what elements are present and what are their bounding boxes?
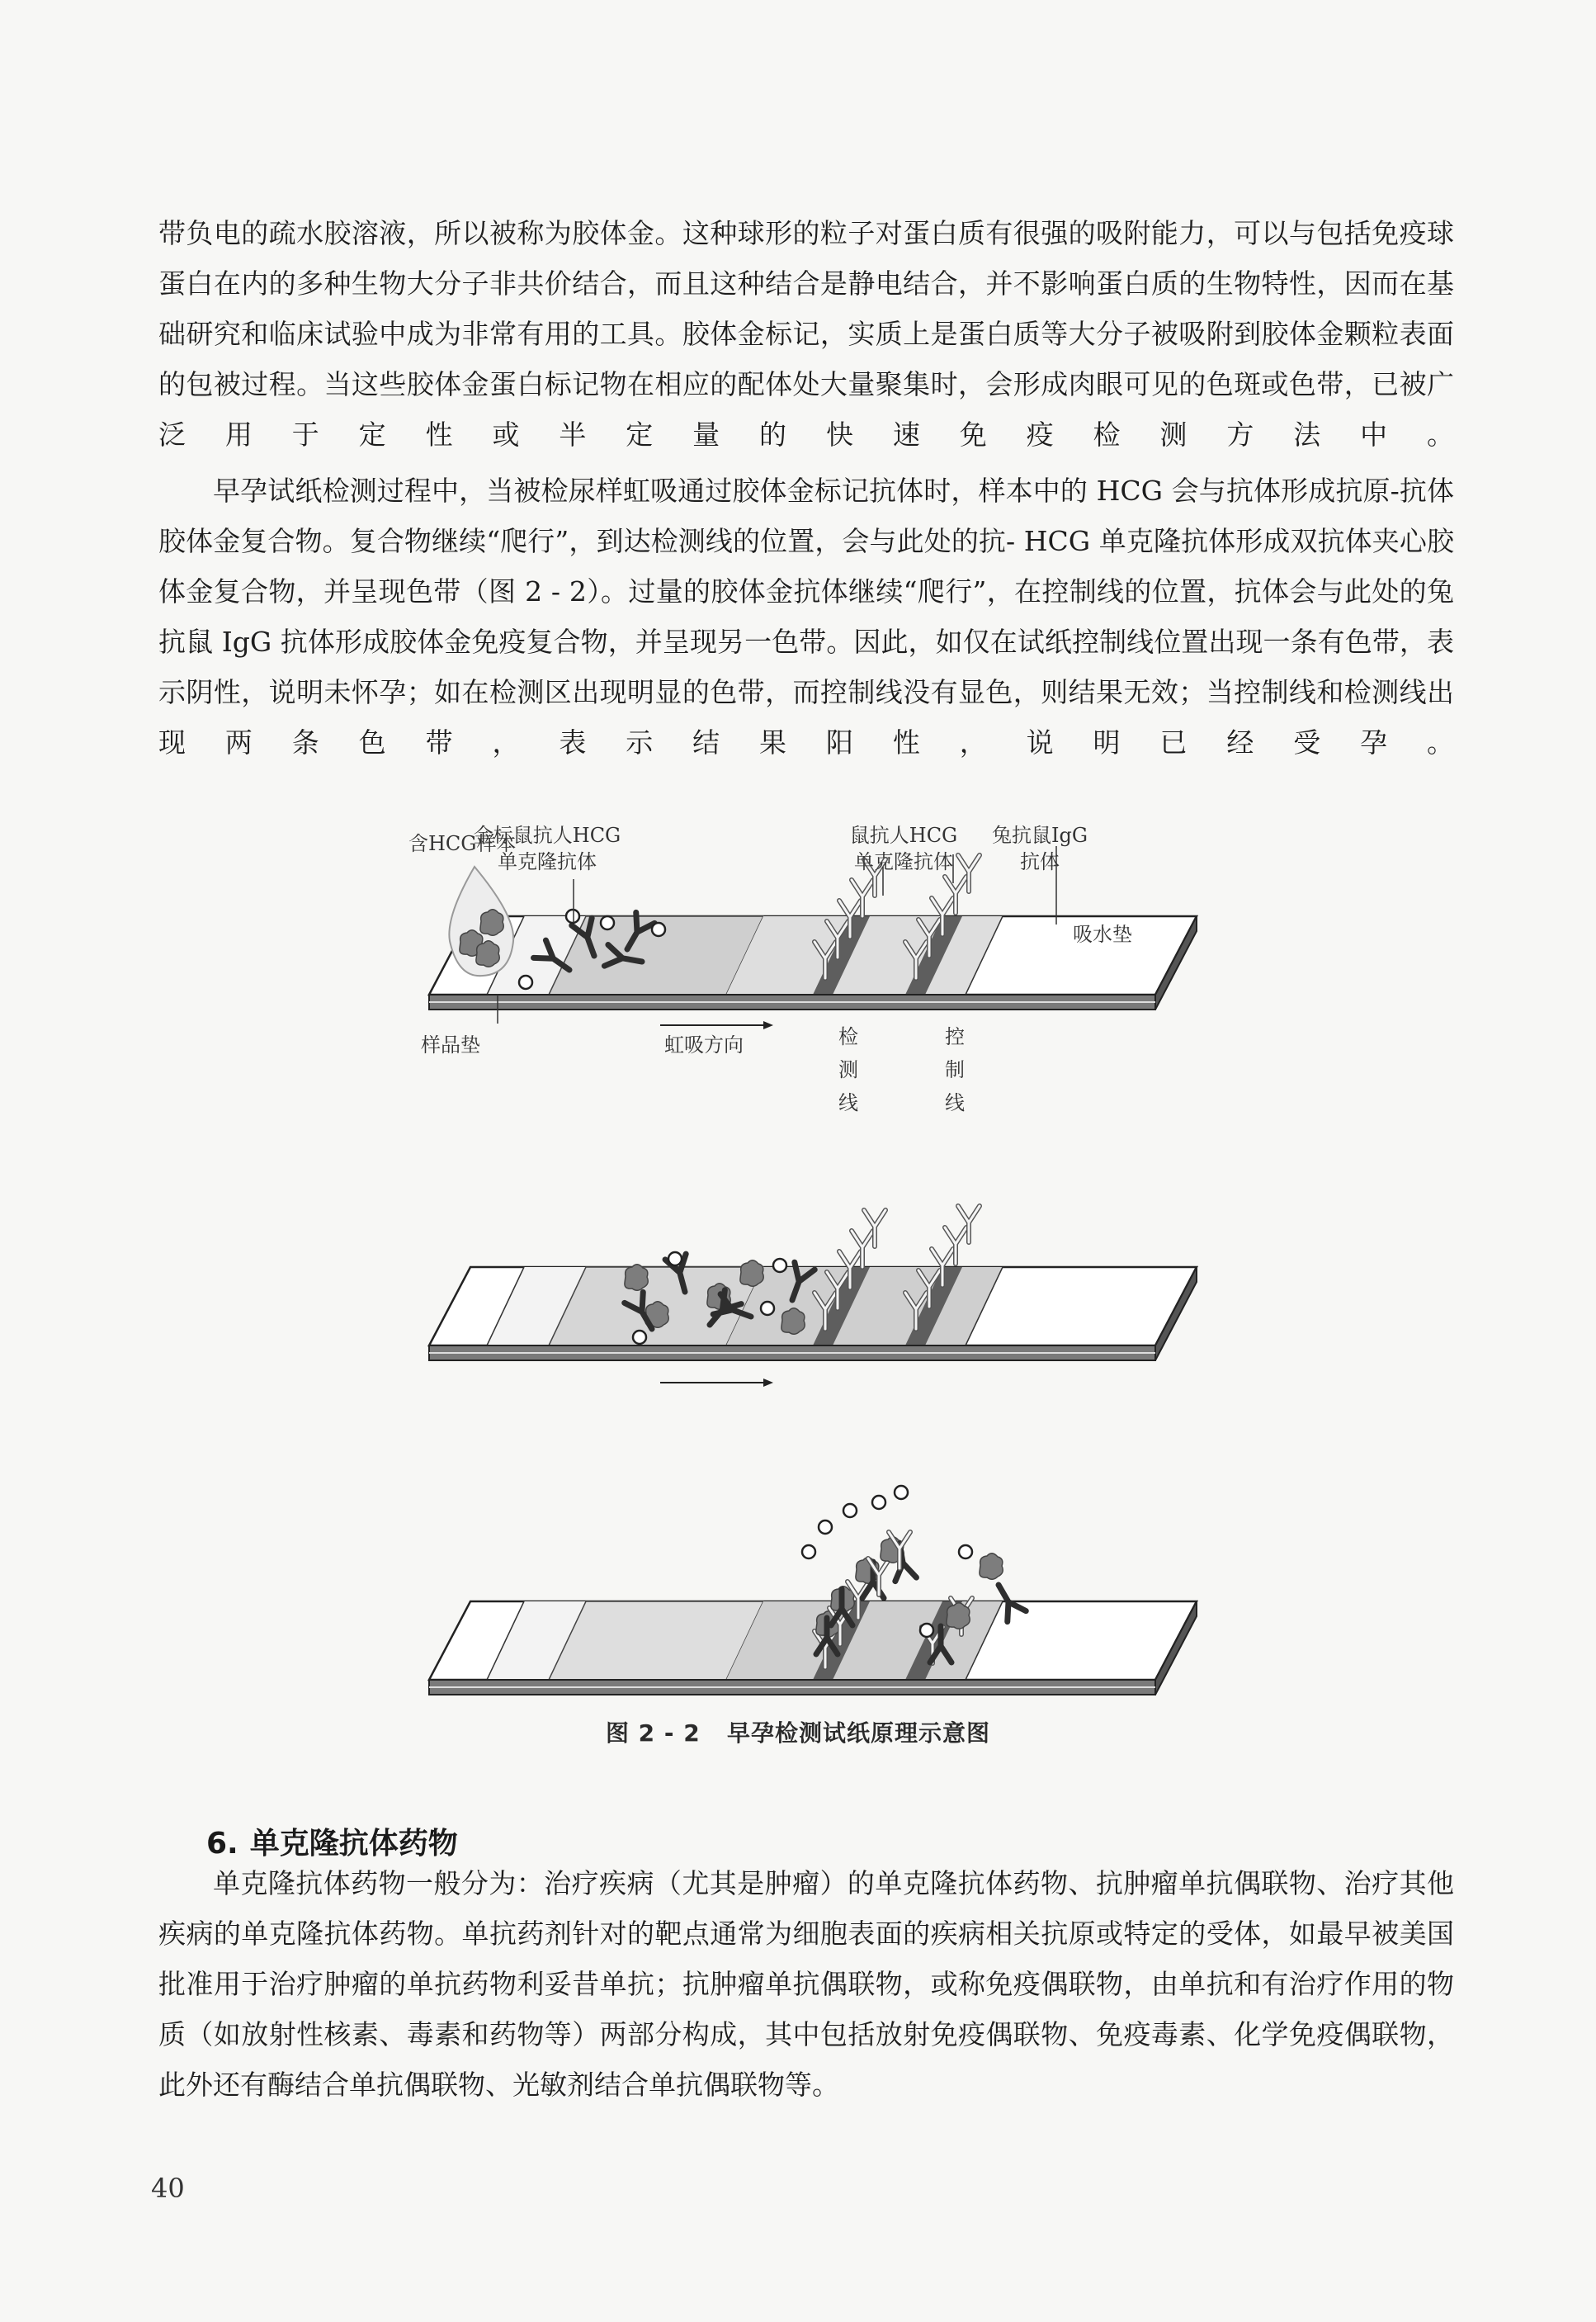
section-heading — [206, 1820, 458, 1862]
section-number: 6. — [206, 1827, 238, 1861]
label-test-line-3: 线 — [838, 1091, 858, 1114]
label-rabbit-antibody-2: 抗体 — [1020, 850, 1060, 873]
paragraph-3: 单克隆抗体药物一般分为：治疗疾病（尤其是肿瘤）的单克隆抗体药物、抗肿瘤单抗偶联物、治疗其他疾病的单克隆抗体药物。单抗药剂针对的靶点通常为细胞表面的疾病相关抗原或特定的受体，如最早被美国批准用于治疗肿瘤的单抗药物利妥昔单抗；抗肿瘤单抗偶联物，或称免疫偶联物，由单抗和有治疗作用的物质（如放射性核素、毒素和药物等）两部分构成，其中包括放射免疫偶联物、免疫毒素、化学免疫偶联物，此外还有酶结合单抗偶联物、光敏剂结合单抗偶联物等。 — [158, 1867, 1454, 2101]
figure-caption — [0, 1715, 1596, 1748]
strip-3 — [429, 1486, 1197, 1695]
label-flow-direction: 虹吸方向 — [664, 1033, 744, 1057]
label-test-line-1: 检 — [838, 1025, 858, 1048]
label-mouse-antibody-2: 单克隆抗体 — [854, 850, 953, 873]
paragraph-2: 早孕试纸检测过程中，当被检尿样虹吸通过胶体金标记抗体时，样本中的 HCG 会与抗体形成抗原-抗体胶体金复合物。复合物继续“爬行”，到达检测线的位置，会与此处的抗- HCG 单克隆抗体形成双抗体夹心胶体金复合物，并呈现色带（图 2 - 2）。过量的胶体金抗体继续“爬行”，在控制线的位置，抗体会与此处的兔抗鼠 IgG 抗体形成胶体金免疫复合物，并呈现另一色带。因此，如仅在试纸控制线位置出现一条有色带，表示阴性，说明未怀孕；如在检测区出现明显的色带，而控制线没有显色，则结果无效；当控制线和检测线出现两条色带，表示结果阳性，说明已经受孕。 — [158, 475, 1454, 759]
page-number: 40 — [151, 2173, 185, 2204]
label-control-line-1: 控 — [945, 1025, 965, 1048]
label-mouse-antibody-1: 鼠抗人HCG — [849, 824, 958, 847]
label-sample-pad: 样品垫 — [421, 1033, 480, 1057]
label-gold-antibody-1: 金标鼠抗人HCG — [473, 824, 621, 847]
figure-caption-title: 早孕检测试纸原理示意图 — [727, 1719, 991, 1747]
label-absorbent-pad: 吸水垫 — [1073, 923, 1132, 946]
section-title: 单克隆抗体药物 — [249, 1827, 458, 1861]
strip-1 — [408, 824, 1197, 1114]
label-sample: 含HCG样本 — [408, 832, 517, 855]
strip-2 — [429, 1206, 1197, 1387]
pregnancy-test-diagram — [363, 817, 1238, 1717]
label-test-line-2: 测 — [838, 1058, 858, 1081]
label-gold-antibody-2: 单克隆抗体 — [498, 850, 597, 873]
label-control-line-2: 制 — [945, 1058, 965, 1081]
paragraph-1: 带负电的疏水胶溶液，所以被称为胶体金。这种球形的粒子对蛋白质有很强的吸附能力，可以与包括免疫球蛋白在内的多种生物大分子非共价结合，而且这种结合是静电结合，并不影响蛋白质的生物特性，因而在基础研究和临床试验中成为非常有用的工具。胶体金标记，实质上是蛋白质等大分子被吸附到胶体金颗粒表面的包被过程。当这些胶体金蛋白标记物在相应的配体处大量聚集时，会形成肉眼可见的色斑或色带，已被广泛用于定性或半定量的快速免疫检测方法中。 — [158, 217, 1454, 451]
figure-caption-number: 图 2 - 2 — [605, 1719, 701, 1747]
label-rabbit-antibody-1: 兔抗鼠IgG — [991, 824, 1088, 847]
label-control-line-3: 线 — [945, 1091, 965, 1114]
